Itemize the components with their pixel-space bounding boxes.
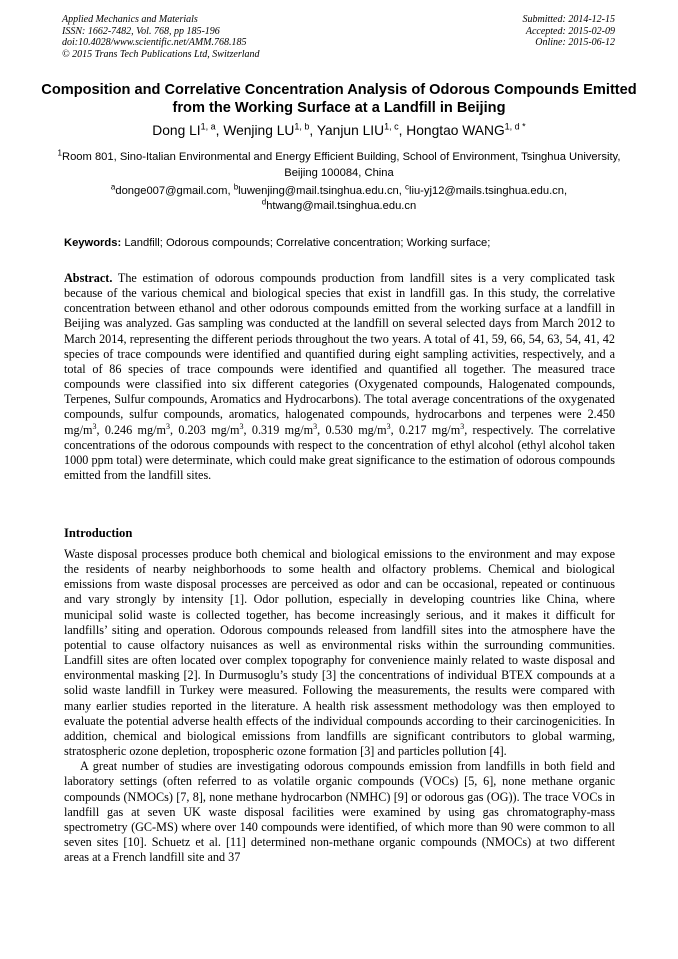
accepted-date: Accepted: 2015-02-09 — [525, 25, 615, 37]
author-list — [40, 122, 638, 140]
author: Yanjun LIU$^{1, c}$, — [316, 121, 407, 138]
conc-value: 0.319 $mg/m^3$ — [251, 421, 318, 437]
submitted-date: Submitted: 2014-12-15 — [522, 14, 615, 25]
conc-value: 0.203 $mg/m^3$ — [178, 421, 244, 437]
conc-value: 0.530 $mg/m^3$ — [325, 421, 391, 437]
online-date: Online: 2015-06-12 — [535, 37, 615, 48]
abstract: Abstract. The estimation of odorous compounds production from landfill sites is a very complicated task because of the various chemical and biological species that exist in landfill gas. In this study, the correlative concentration between ethanol and other odorous compounds emitted from the working surface at a landfill in Beijing was analyzed. Gas sampling was conducted at the landfill on several selected days from March 2012 to March 2014, representing the different periods throughout the two years. A total of 41, 59, 66, 54, 63, 54, 41, 42 species of trace compounds were identified and quantified during eight sampling activities, respectively, and a total of 86 species of trace compounds were identified and quantified all together. The measured trace compounds were classified into six different categories (Oxygenated compounds, Halogenated compounds, Terpenes, Sulfur compounds, Aromatics and Hydrocarbons). The total average concentrations of the oxygenated compounds, sulfur compounds, aromatics, halogenated compounds, hydrocarbons and terpenes were 2.450 $mg/m^3$, 0.246 $mg/m^3$, 0.203 $mg/m^3$, 0.319 $mg/m^3$, 0.530 $mg/m^3$, 0.217 $mg/m^3$, respectively. The correlative concentrations of the odorous compounds with respect to the concentration of ethyl alcohol (ethyl alcohol taken 1000 ppm total) were determinate, which could make great significance to the estimation of odorous compounds emitted from the landfill sites. — [64, 271, 616, 483]
conc-value: 2.450 $mg/m^3$ — [64, 407, 615, 437]
journal-copyright: © 2015 Trans Tech Publications Ltd, Switzerland — [62, 48, 260, 60]
publication-dates — [523, 14, 616, 49]
keywords-text: Landfill; Odorous compounds; Correlative concentration; Working surface; — [124, 237, 491, 249]
email[interactable]: $^a$donge007@gmail.com — [110, 182, 228, 197]
author: Dong LI$^{1, a}$, — [152, 121, 224, 138]
journal-name: Applied Mechanics and Materials — [62, 14, 198, 25]
email-list: $^a$donge007@gmail.com, $^b$luwenjing@mail.tsinghua.edu.cn, $^c$liu-yj12@mails.tsinghua.edu.cn, $^d$htwang@mail.tsinghua.edu.cn — [110, 182, 568, 212]
introduction-body — [64, 547, 615, 865]
journal-doi[interactable]: doi:10.4028/www.scientific.net/AMM.768.185 — [62, 37, 247, 48]
intro-paragraph-1: Waste disposal processes produce both chemical and biological emissions to the environment and may expose the residents of nearby neighborhoods to some health and olfactory problems. Chemical and biological emissions from waste disposal processes are perceived as odor and can be occasional, repeated or continuous and vary strongly by intensity [1]. Odor pollution, especially in developing countries like China, where municipal solid waste is collected together, has become increasingly serious, and it makes it difficult for landfills’ siting and operation. Odorous compounds released from landfill sites into the atmosphere have the potential to cause olfactory nuisances as well as environmental risks within the surrounding communities. Landfill sites are often located over complex topography for convenience mainly related to waste disposal and environmental masking [2]. In Durmusoglu’s study [3] the concentrations of individual BTEX compounds at a solid waste landfill in Turkey were measured. Following the measurements, the results were compared with many earlier studies reported in the literature. A health risk assessment methodology was then employed to evaluate the potential adverse health effects of the individual compounds according to their carcinogenicities. In addition, chemical and biological emissions from landfills are significant contributors to global warming, stratospheric ozone depletion, tropospheric ozone formation [3] and particles pollution [4]. — [64, 547, 615, 759]
intro-paragraph-2: A great number of studies are investigating odorous compounds emission from landfills in both field and laboratory settings (often referred to as volatile organic compounds (VOCs) [5, 6], none methane organic compounds (NMOCs) [7, 8], none methane hydrocarbon (NMHC) [9] or odorous gas (OG)). The trace VOCs in landfill gas at seven UK waste disposal facilities were examined by using gas chromatography-mass spectrometry (GC-MS) where over 140 compounds were identified, of which more than 90 were common to all seven sites [10]. Schuetz et al. [11] determined non-methane organic compounds (NMOCs) at two different areas at a French landfill site and 37 — [64, 759, 615, 865]
abstract-text-part2: The correlative concentrations of the odorous compounds with respect to the concentration of ethyl alcohol (ethyl alcohol taken 1000 ppm total) were determinate, which could make great significance to the estimation of odorous compounds emitted from the landfill sites. — [64, 422, 616, 483]
email[interactable]: $^b$luwenjing@mail.tsinghua.edu.cn — [233, 182, 399, 197]
keywords — [64, 236, 624, 251]
affiliation: $^1$Room 801, Sino-Italian Environmental and Energy Efficient Building, School of Environment, Tsinghua University, Beijing 100084, China — [57, 148, 621, 179]
conc-value: 0.217 $mg/m^3$ — [399, 421, 465, 437]
abstract-label: Abstract. — [64, 271, 113, 285]
email[interactable]: $^d$htwang@mail.tsinghua.edu.cn — [261, 197, 417, 212]
author: Hongtao $WANG^{1, d *}$ — [406, 121, 526, 138]
email[interactable]: $^c$liu-yj12@mails.tsinghua.edu.cn — [404, 182, 564, 197]
journal-issn: ISSN: 1662-7482, Vol. 768, pp 185-196 — [62, 25, 220, 37]
abstract-text-part1: The estimation of odorous compounds production from landfill sites is a very complicated task because of the various chemical and biological species that exist in landfill gas. In this study, the correlative concentration between ethanol and other odorous compounds emitted from the working surface at a landfill in Beijing was analyzed. Gas sampling was conducted at the landfill on several selected days from March 2012 to March 2014, representing the different periods throughout the two years. A total of 41, 59, 66, 54, 63, 54, 41, 42 species of trace compounds were identified and quantified during eight sampling activities, respectively, and a total of 86 species of trace compounds were identified and quantified all together. The measured trace compounds were classified into six different categories (Oxygenated compounds, Halogenated compounds, Terpenes, Sulfur compounds, Aromatics and Hydrocarbons). The total average concentrations of the oxygenated compounds, sulfur compounds, aromatics, halogenated compounds, hydrocarbons and terpenes were — [64, 271, 615, 422]
author: Wenjing LU$^{1, b}$, — [223, 121, 317, 138]
keywords-label: Keywords: — [64, 237, 122, 249]
journal-info — [62, 14, 260, 60]
paper-title: Composition and Correlative Concentration Analysis of Odorous Compounds Emitted from the Working Surface at a Landfill in Beijing — [41, 82, 637, 116]
conc-value: 0.246 $mg/m^3$ — [104, 421, 170, 437]
section-heading-introduction: Introduction — [64, 526, 133, 540]
